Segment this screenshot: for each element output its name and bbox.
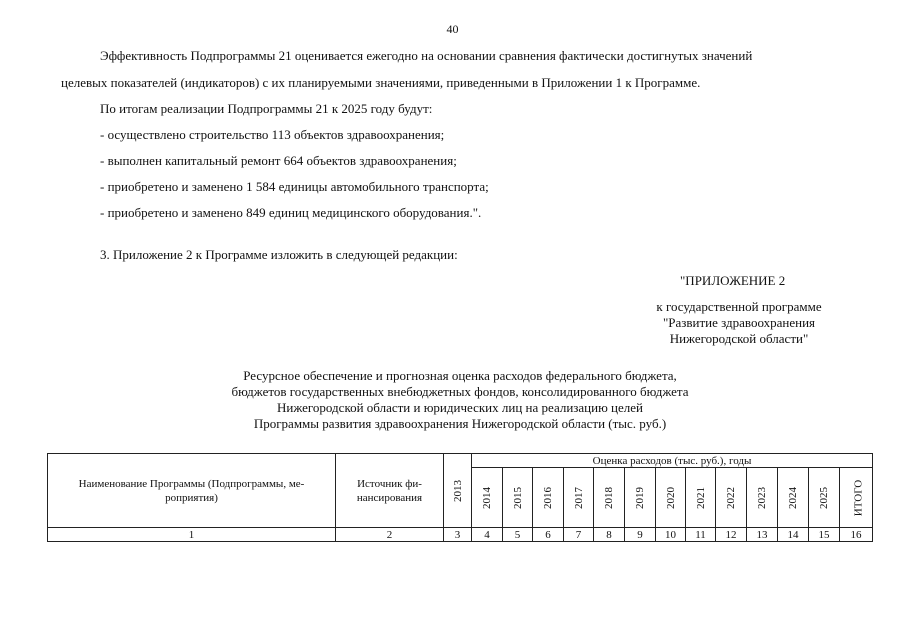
year-header-cell xyxy=(533,468,564,528)
year-header: 2016 xyxy=(542,486,554,509)
table-title-line: Ресурсное обеспечение и прогнозная оценка расходов федерального бюджета, xyxy=(243,368,677,383)
year-header-cell xyxy=(503,468,533,528)
column-number: 9 xyxy=(625,528,656,542)
page-number: 40 xyxy=(446,22,459,36)
column-number: 14 xyxy=(778,528,809,542)
column-number: 13 xyxy=(747,528,778,542)
table-title-line: бюджетов государственных внебюджетных фондов, консолидированного бюджета xyxy=(231,384,689,399)
year-header-cell xyxy=(594,468,625,528)
year-header: 2024 xyxy=(787,486,799,509)
column-number: 6 xyxy=(533,528,564,542)
table-title xyxy=(160,368,760,432)
column-header-line: нансирования xyxy=(356,491,423,504)
year-header-cell xyxy=(472,468,503,528)
column-number: 10 xyxy=(656,528,686,542)
year-header-cell xyxy=(747,468,778,528)
year-header: 2019 xyxy=(634,486,646,509)
table-title-line: Программы развития здравоохранения Нижегородской области (тыс. руб.) xyxy=(253,416,667,431)
paragraph-line: 3. Приложение 2 к Программе изложить в следующей редакции: xyxy=(100,247,458,262)
table-row xyxy=(48,528,873,542)
appendix-line: "Развитие здравоохранения xyxy=(662,315,816,330)
column-number: 3 xyxy=(444,528,472,542)
year-header: 2015 xyxy=(511,486,524,509)
appendix-caption xyxy=(636,299,842,347)
list-item: - осуществлено строительство 113 объектов здравоохранения; xyxy=(100,127,445,142)
year-header: 2014 xyxy=(481,486,493,509)
paragraph-line: целевых показателей (индикаторов) с их планируемыми значениями, приведенными в Приложении 1 к Программе. xyxy=(61,75,701,90)
appendix-line: Нижегородской области" xyxy=(669,331,809,346)
year-header-cell xyxy=(564,468,594,528)
column-header-name xyxy=(48,454,336,528)
year-header-cell xyxy=(778,468,809,528)
year-header: 2025 xyxy=(818,486,830,509)
year-header: 2023 xyxy=(756,486,768,509)
year-header-cell xyxy=(716,468,747,528)
paragraph-line: Эффективность Подпрограммы 21 оценивается ежегодно на основании сравнения фактически достигнутых значений xyxy=(100,48,753,63)
column-header-line: роприятия) xyxy=(165,491,218,504)
year-header: 2021 xyxy=(694,486,707,509)
total-header: ИТОГО xyxy=(852,479,865,516)
year-header: 2018 xyxy=(603,486,615,509)
paragraph-line: По итогам реализации Подпрограммы 21 к 2025 году будут: xyxy=(100,101,433,116)
column-number: 7 xyxy=(564,528,594,542)
year-header: 2017 xyxy=(572,486,585,509)
year-header-cell xyxy=(809,468,840,528)
column-number: 16 xyxy=(840,528,873,542)
table-title-line: Нижегородской области и юридических лиц на реализацию целей xyxy=(277,400,643,415)
column-number: 15 xyxy=(809,528,840,542)
column-number: 8 xyxy=(594,528,625,542)
year-header-cell xyxy=(444,454,472,528)
column-number: 1 xyxy=(48,528,336,542)
year-header-cell xyxy=(656,468,686,528)
column-number: 11 xyxy=(686,528,716,542)
column-header-line: Источник фи- xyxy=(357,477,422,490)
year-header: 2020 xyxy=(664,486,677,509)
list-item: - приобретено и заменено 1 584 единицы автомобильного транспорта; xyxy=(100,179,489,194)
list-item: - выполнен капитальный ремонт 664 объектов здравоохранения; xyxy=(100,153,457,168)
column-number: 12 xyxy=(716,528,747,542)
list-item: - приобретено и заменено 849 единиц медицинского оборудования.". xyxy=(100,205,482,220)
resource-table xyxy=(47,453,873,542)
column-number: 5 xyxy=(503,528,533,542)
year-header: 2022 xyxy=(725,486,737,509)
appendix-title: "ПРИЛОЖЕНИЕ 2 xyxy=(680,273,786,288)
year-header-cell xyxy=(625,468,656,528)
estimate-header: Оценка расходов (тыс. руб.), годы xyxy=(472,454,873,468)
column-header-source xyxy=(336,454,444,528)
appendix-line: к государственной программе xyxy=(656,299,822,314)
year-header-cell xyxy=(840,468,873,528)
column-number: 2 xyxy=(336,528,444,542)
year-header: 2013 xyxy=(451,479,464,502)
column-header-line: Наименование Программы (Подпрограммы, ме- xyxy=(78,477,305,490)
column-number: 4 xyxy=(472,528,503,542)
year-header-cell xyxy=(686,468,716,528)
